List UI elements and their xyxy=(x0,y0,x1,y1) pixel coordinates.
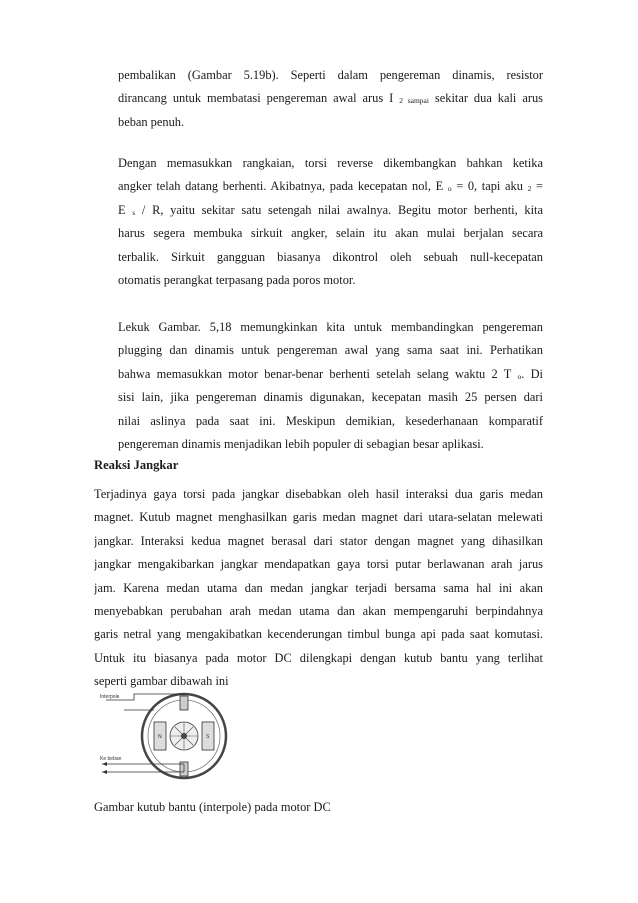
interpole-top xyxy=(180,696,188,710)
pole-label-n: N xyxy=(158,734,162,740)
paragraph-plugging-comparison xyxy=(118,316,543,456)
text-line: pengereman dinamis menjadikan lebih populer di sebagian besar aplikasi. xyxy=(118,436,484,451)
text-line: Terjadinya gaya torsi pada jangkar disebabkan oleh hasil interaksi dua garis medan xyxy=(94,487,543,501)
text-line: magnet. Kutub magnet menghasilkan garis medan magnet dari utara-selatan melewati xyxy=(94,510,543,525)
text-line: menyebabkan perubahan arah medan utama dan akan mempengaruhi berpindahnya xyxy=(94,603,543,618)
text-line: terbalik. Sirkuit gangguan biasanya dikontrol oleh sebuah null-kecepatan xyxy=(118,249,543,264)
text-line: bahwa memasukkan motor benar-benar berhenti setelah selang waktu 2 T o. Di xyxy=(118,366,543,381)
interpole-diagram xyxy=(94,690,244,782)
text-line: E s / R, yaitu sekitar satu setengah nilai awalnya. Begitu motor berhenti, kita xyxy=(118,202,543,217)
text-line: plugging dan dinamis untuk pengereman awal yang sama saat ini. Perhatikan xyxy=(118,343,543,358)
text-line: harus segera membuka sirkuit angker, selain itu akan mulai berjalan secara xyxy=(118,226,543,241)
text-line: jam. Karena medan utama dan medan jangkar terjadi bersama sama hal ini akan xyxy=(94,580,543,595)
text-line: garis netral yang mengakibatkan kecenderungan timbul bunga api pada saat komutasi. xyxy=(94,627,543,642)
text-line: beban penuh. xyxy=(118,114,185,129)
text-line: seperti gambar dibawah ini xyxy=(94,674,229,689)
arrow-icon xyxy=(102,762,107,766)
text-line: pembalikan (Gambar 5.19b). Seperti dalam pengereman dinamis, resistor xyxy=(118,68,543,82)
text-line: otomatis perangkat terpasang pada poros motor. xyxy=(118,272,356,287)
text-line: jangkar mengakibarkan jangkar mendapatkan gaya torsi putar berlawanan arah jarus xyxy=(94,557,543,572)
paragraph-armature-reaction xyxy=(94,483,543,694)
pole-label-s: S xyxy=(206,734,210,740)
section-heading: Reaksi Jangkar xyxy=(94,458,179,472)
text-line: dirancang untuk membatasi pengereman awal arus I 2 sampai sekitar dua kali arus xyxy=(118,91,543,106)
text-line: jangkar. Interaksi kedua magnet berasal dari stator dengan magnet yang dihasilkan xyxy=(94,533,543,548)
text-line: sisi lain, jika pengereman dinamis digunakan, kecepatan masih 25 persen dari xyxy=(118,390,543,405)
paragraph-reverse-torque xyxy=(118,152,543,292)
text-line: nilai aslinya pada saat ini. Meskipun demikian, kesederhanaan komparatif xyxy=(118,413,543,428)
figure-caption: Gambar kutub bantu (interpole) pada motor DC xyxy=(94,800,331,814)
paragraph-braking-resistor xyxy=(118,64,543,134)
text-line: Untuk itu biasanya pada motor DC dilengkapi dengan kutub bantu yang terlihat xyxy=(94,650,543,665)
label-interpole: Interpole xyxy=(100,694,120,700)
text-line: angker telah datang berhenti. Akibatnya, pada kecepatan nol, E o = 0, tapi aku 2 = xyxy=(118,179,543,194)
text-line: Lekuk Gambar. 5,18 memungkinkan kita untuk membandingkan pengereman xyxy=(118,320,543,334)
arrow-icon xyxy=(102,770,107,774)
label-ke-beban: Ke beban xyxy=(100,756,122,762)
text-line: Dengan memasukkan rangkaian, torsi reverse dikembangkan bahkan ketika xyxy=(118,156,543,170)
